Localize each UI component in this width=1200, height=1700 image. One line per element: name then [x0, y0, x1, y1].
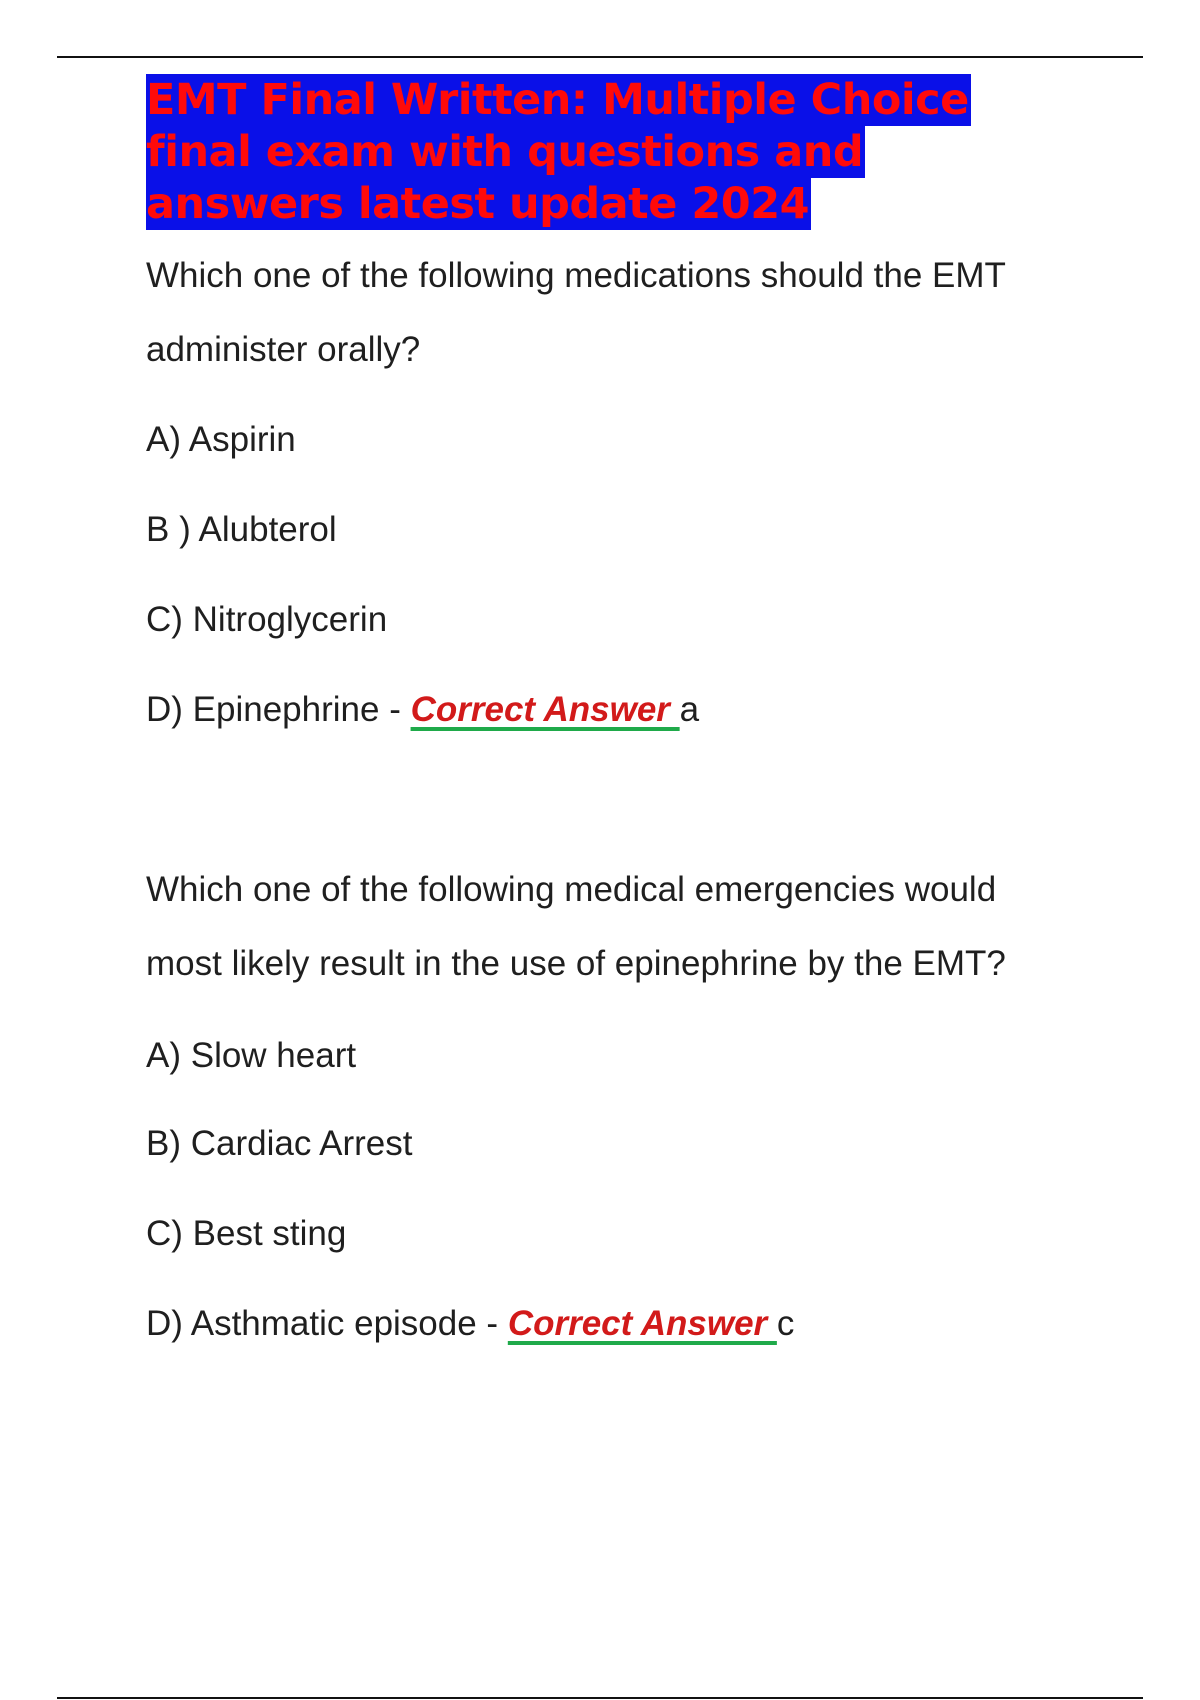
question-1-stem-line-1: Which one of the following medications should the EMT	[146, 256, 1006, 295]
question-2-stem-line-2: most likely result in the use of epinephrine by the EMT?	[146, 944, 1006, 983]
question-2-correct-answer-value: c	[776, 1304, 795, 1343]
question-1-option-b: B ) Alubterol	[146, 510, 337, 549]
top-rule	[57, 56, 1143, 58]
title-line-3: answers latest update 2024	[146, 179, 810, 229]
question-1-option-d-row	[146, 690, 699, 730]
bottom-rule	[57, 1697, 1143, 1699]
question-1-correct-answer-value: a	[679, 690, 700, 729]
question-1-option-d: D) Epinephrine -	[146, 690, 411, 729]
question-1-stem-line-2: administer orally?	[146, 330, 421, 369]
question-1-correct-answer-label: Correct Answer	[410, 690, 680, 729]
question-2-option-d-row	[146, 1304, 794, 1344]
title-line-1: EMT Final Written: Multiple Choice	[146, 75, 969, 125]
question-2-correct-answer-label: Correct Answer	[507, 1304, 777, 1343]
question-2-option-a: A) Slow heart	[146, 1036, 357, 1075]
question-2-option-d: D) Asthmatic episode -	[146, 1304, 508, 1343]
question-2-option-b: B) Cardiac Arrest	[146, 1124, 413, 1163]
question-2-option-c: C) Best sting	[146, 1214, 347, 1253]
title-line-2: final exam with questions and	[146, 127, 864, 177]
question-1-option-c: C) Nitroglycerin	[146, 600, 388, 639]
question-2-stem-line-1: Which one of the following medical emergencies would	[146, 870, 997, 909]
question-1-option-a: A) Aspirin	[146, 420, 296, 459]
document-title	[146, 74, 1046, 230]
